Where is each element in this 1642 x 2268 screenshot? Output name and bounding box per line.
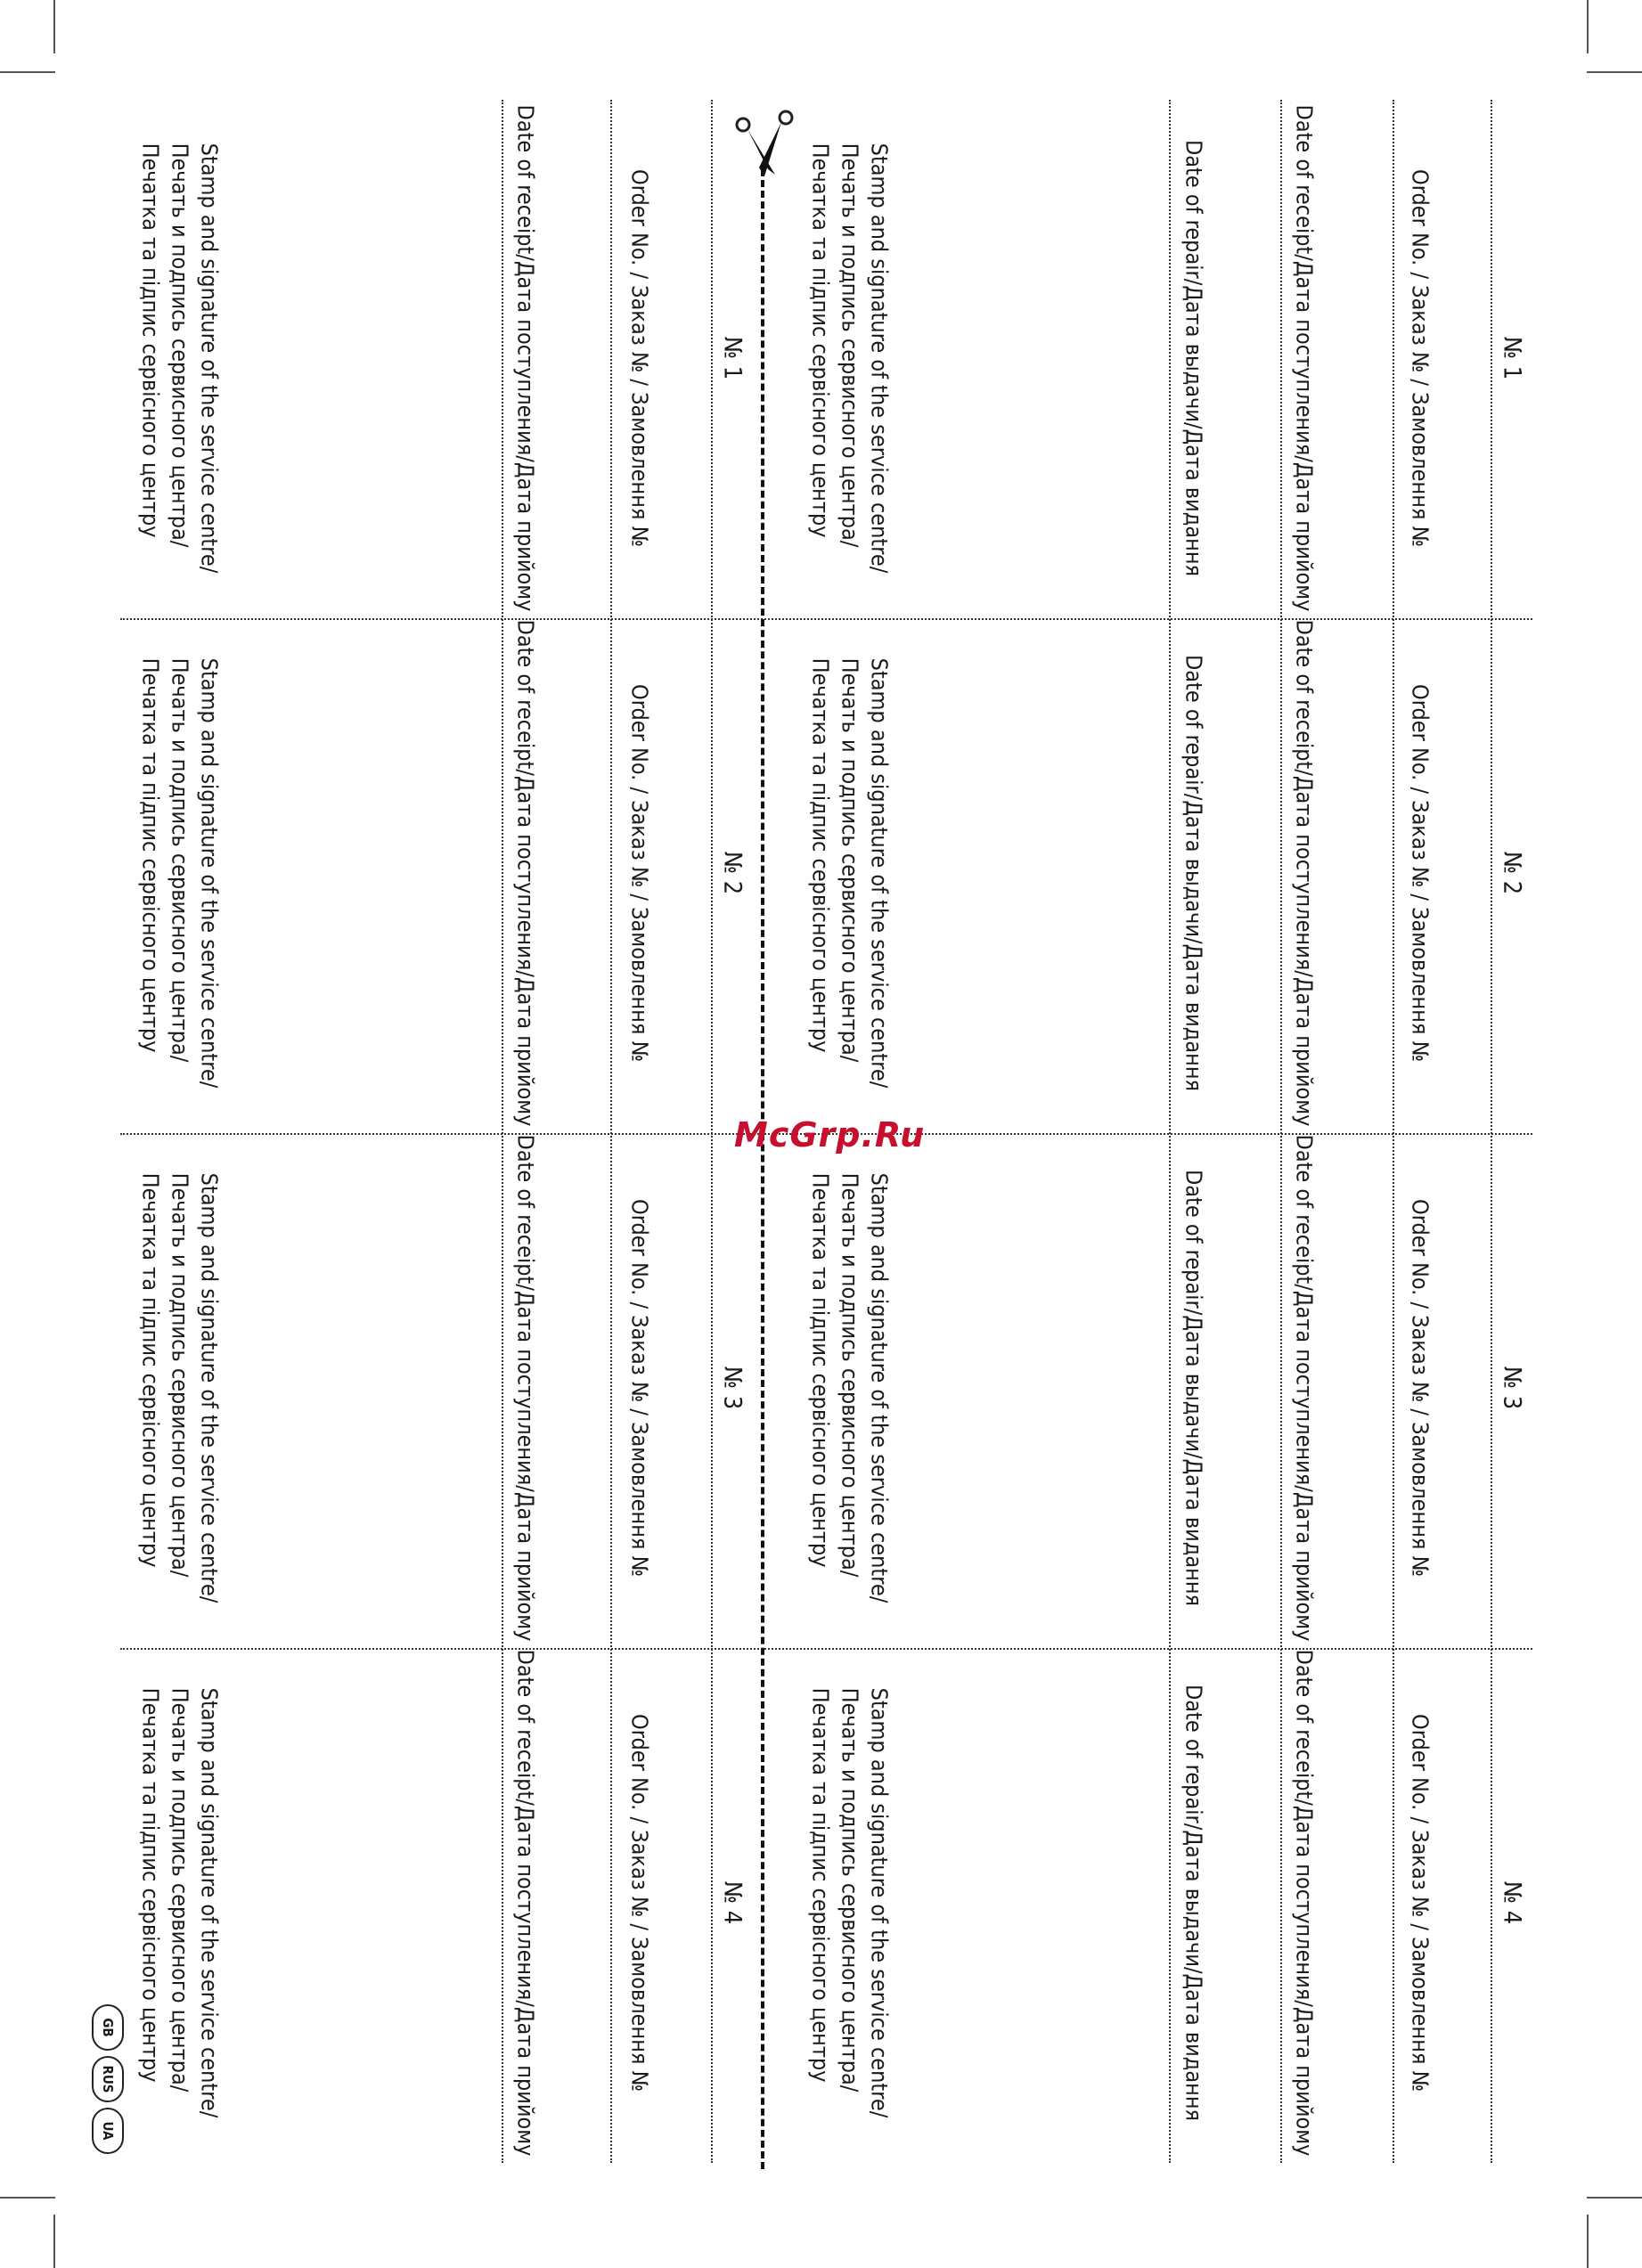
crop-mark <box>1587 2197 1642 2199</box>
column-rule <box>502 100 503 2163</box>
crop-mark <box>53 2215 55 2268</box>
language-badges <box>92 2004 126 2159</box>
column-rule <box>711 100 713 2163</box>
coupon-divider <box>120 618 1532 620</box>
column-rule <box>1491 100 1492 2163</box>
language-badge-rus: RUS <box>92 2056 124 2102</box>
crop-mark <box>53 0 55 53</box>
language-badge-gb: GB <box>92 2004 124 2051</box>
column-rule <box>1169 100 1171 2163</box>
column-rule <box>1393 100 1394 2163</box>
coupon-divider <box>120 1648 1532 1650</box>
crop-mark <box>0 2197 55 2199</box>
crop-mark <box>1587 0 1589 53</box>
crop-mark <box>0 71 55 73</box>
scissors-icon <box>729 105 800 185</box>
watermark: McGrp.Ru <box>734 1115 926 1154</box>
crop-mark <box>1587 71 1642 73</box>
column-rule <box>1280 100 1282 2163</box>
language-badge-ua: UA <box>92 2108 124 2154</box>
cut-line <box>761 169 764 2169</box>
column-rule <box>610 100 612 2163</box>
crop-mark <box>1587 2215 1589 2268</box>
